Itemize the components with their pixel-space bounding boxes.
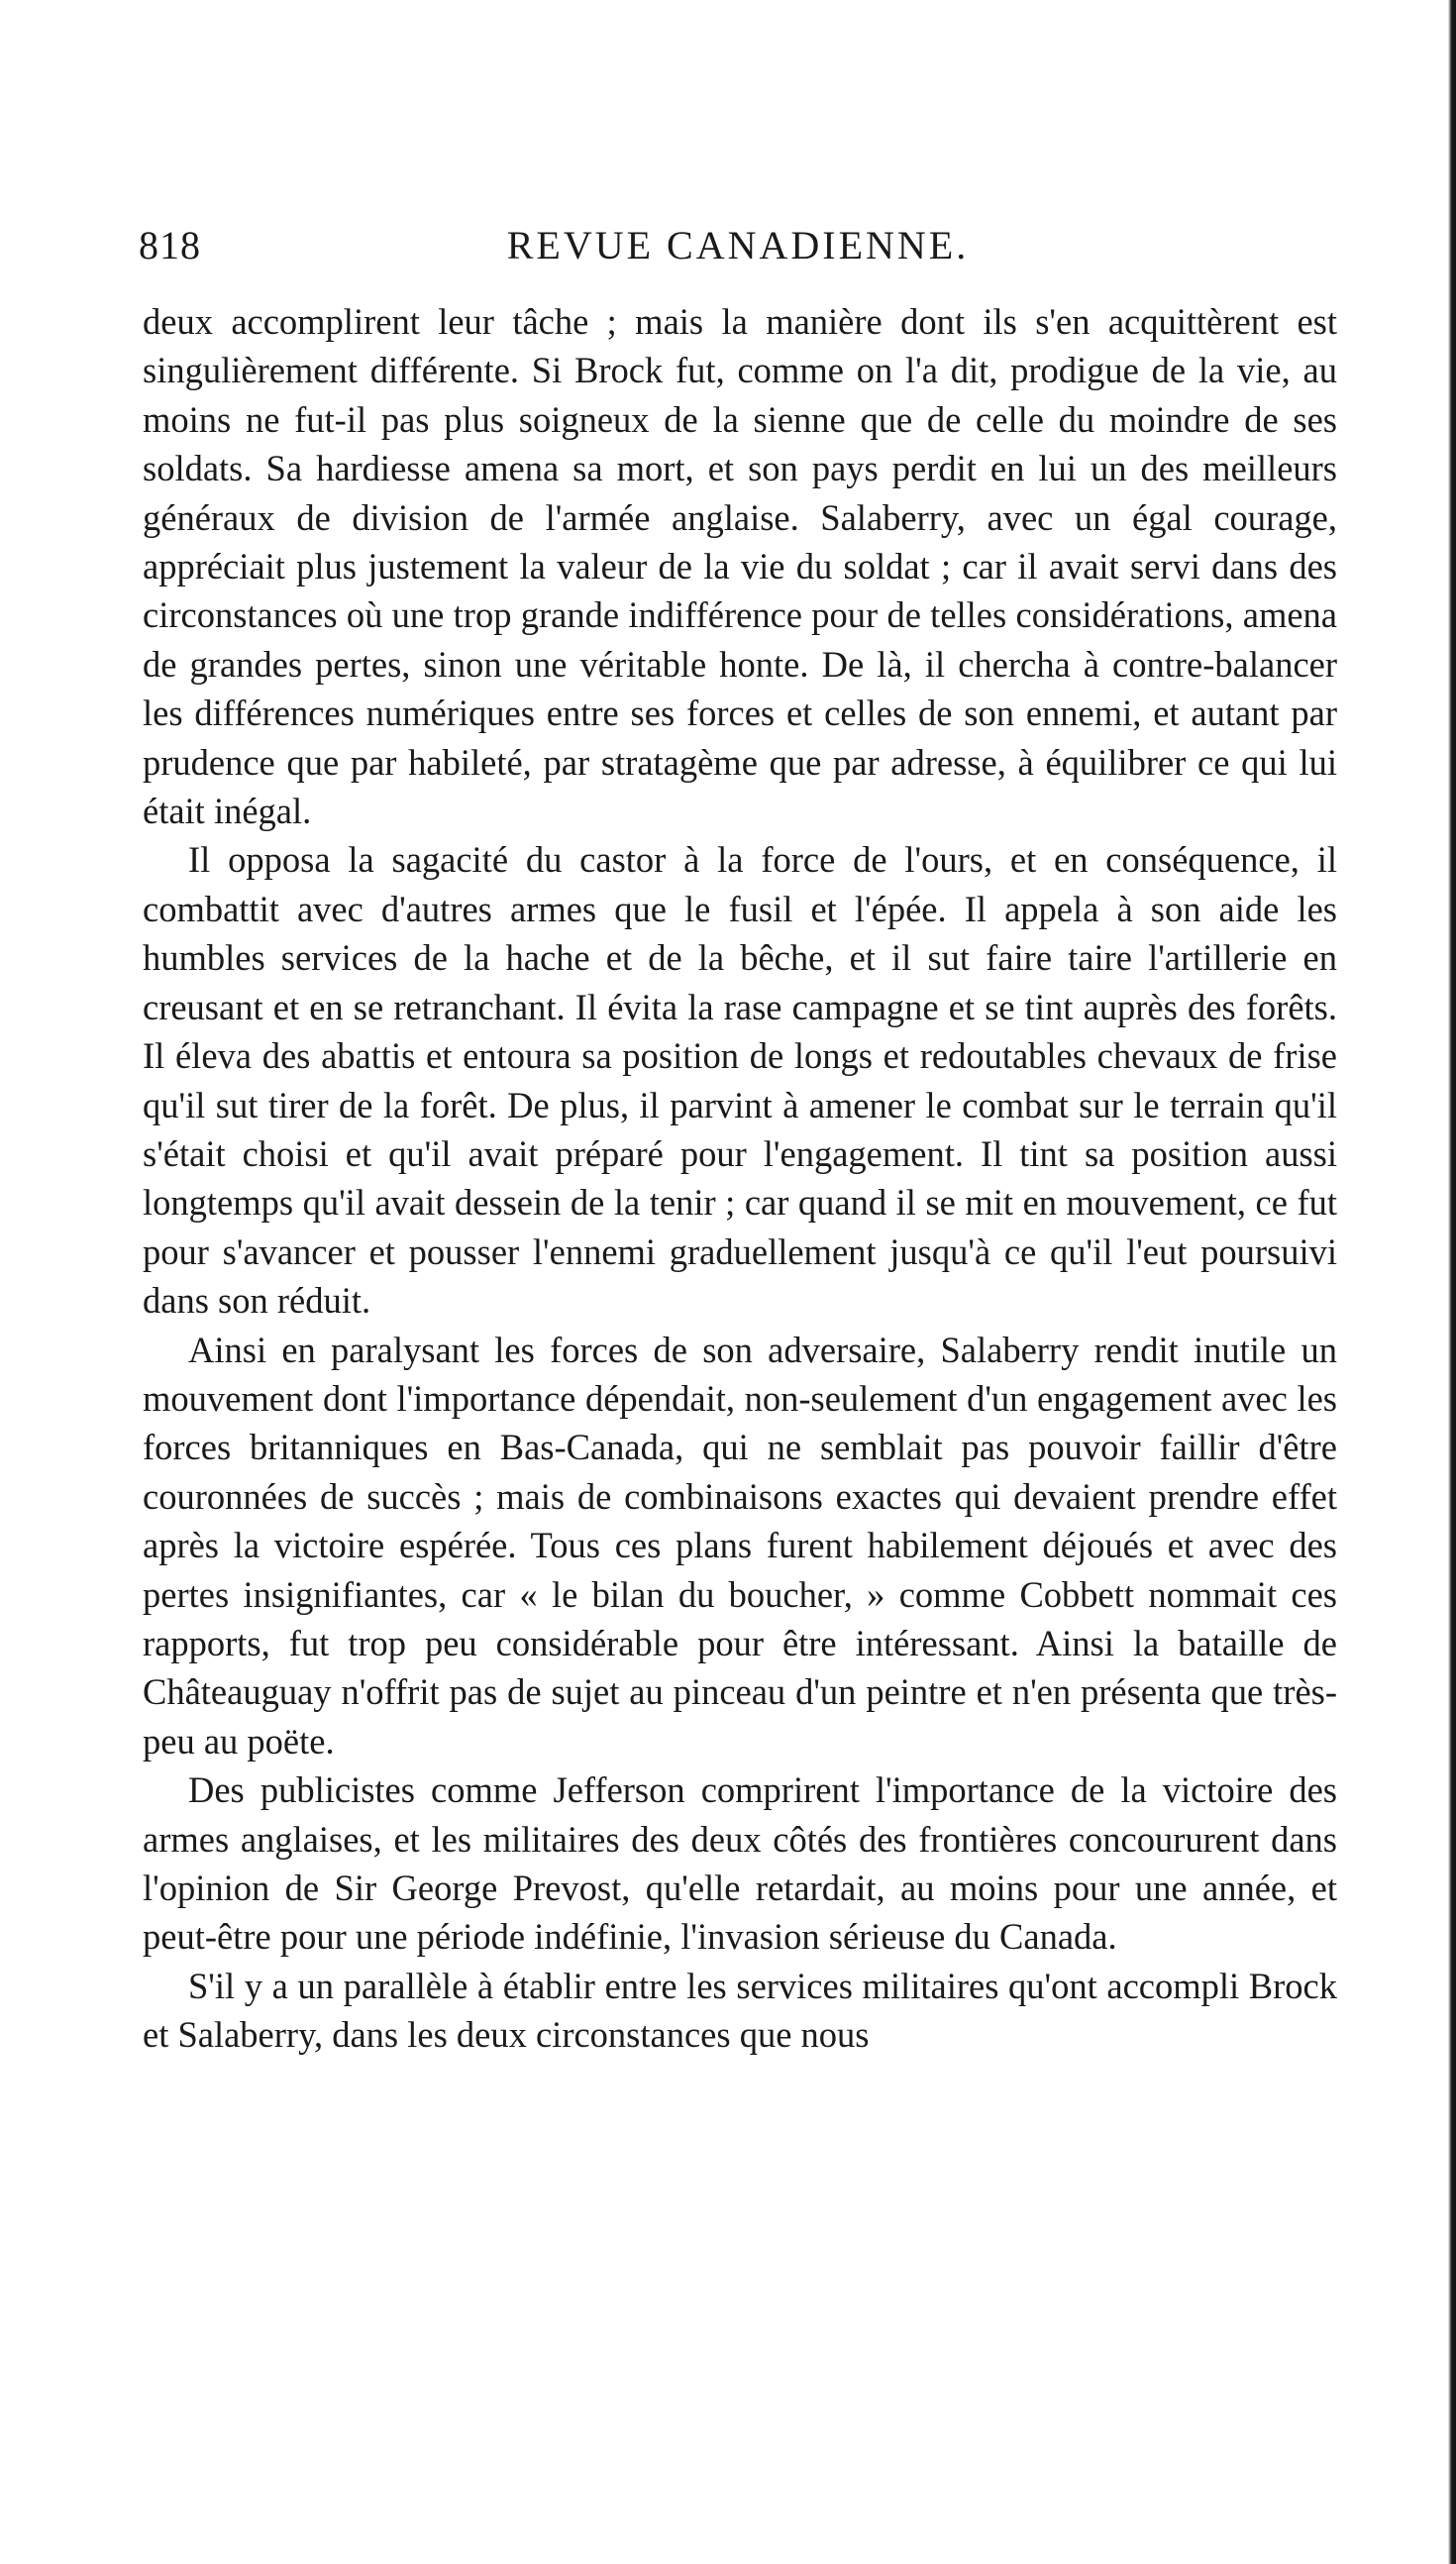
body-text	[143, 297, 1337, 2060]
journal-title: REVUE CANADIENNE.	[506, 223, 970, 267]
paragraph-paralysant: Ainsi en paralysant les forces de son adversaire, Salaberry rendit inutile un mouvement dont l'importance dépendait, non-seulement d'un engagement avec les forces britanniques en Bas-Canada, qui ne semblait pas pouvoir faillir d'être couronnées de succès ; mais de combinaisons exactes qui devaient prendre effet après la victoire espérée. Tous ces plans furent habilement déjoués et avec des pertes insignifiantes, car « le bilan du boucher, » comme Cobbett nommait ces rapports, fut trop peu considérable pour être intéressant. Ainsi la bataille de Châteauguay n'offrit pas de sujet au pinceau d'un peintre et n'en présenta que très-peu au poëte.	[143, 1329, 1337, 1762]
paragraph-castor: Il opposa la sagacité du castor à la force de l'ours, et en conséquence, il combattit avec d'autres armes que le fusil et l'épée. Il appela à son aide les humbles services de la hache et de la bêche, et il sut faire taire l'artillerie en creusant et en se retranchant. Il évita la rase campagne et se tint auprès des forêts. Il éleva des abattis et entoura sa position de longs et redoutables chevaux de frise qu'il sut tirer de la forêt. De plus, il parvint à amener le combat sur le terrain qu'il s'était choisi et qu'il avait préparé pour l'engagement. Il tint sa position aussi longtemps qu'il avait dessein de la tenir ; car quand il se mit en mouvement, ce fut pour s'avancer et pousser l'ennemi graduellement jusqu'à ce qu'il l'eut poursuivi dans son réduit.	[143, 839, 1337, 1322]
paragraph-continuation: deux accomplirent leur tâche ; mais la manière dont ils s'en acquittèrent est singulièrement différente. Si Brock fut, comme on l'a dit, prodigue de la vie, au moins ne fut-il pas plus soigneux de la sienne que de celle du moindre de ses soldats. Sa hardiesse amena sa mort, et son pays perdit en lui un des meilleurs généraux de division de l'armée anglaise. Salaberry, avec un égal courage, appréciait plus justement la valeur de la vie du soldat ; car il avait servi dans des circonstances où une trop grande indifférence pour de telles considérations, amena de grandes pertes, sinon une véritable honte. De là, il chercha à contre-balancer les différences numériques entre ses forces et celles de son ennemi, et autant par prudence que par habileté, par stratagème que par adresse, à équilibrer ce qui lui était inégal.	[143, 301, 1337, 832]
paragraph-parallele: S'il y a un parallèle à établir entre les services militaires qu'ont accompli Brock et Salaberry, dans les deux circonstances que nous	[143, 1965, 1337, 2056]
page-number: 818	[139, 223, 201, 267]
page-binding-edge	[1448, 0, 1456, 2564]
running-head	[139, 216, 1337, 275]
paragraph-publicistes: Des publicistes comme Jefferson comprirent l'importance de la victoire des armes anglaises, et les militaires des deux côtés des frontières concoururent dans l'opinion de Sir George Prevost, qu'elle retardait, au moins pour une année, et peut-être pour une période indéfinie, l'invasion sérieuse du Canada.	[143, 1769, 1337, 1958]
